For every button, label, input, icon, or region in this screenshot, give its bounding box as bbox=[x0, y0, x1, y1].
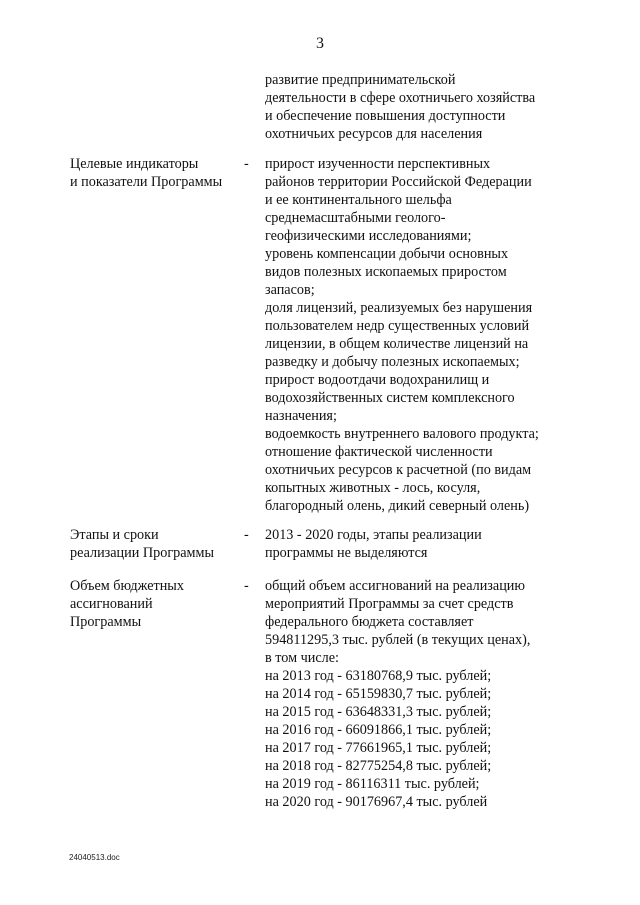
section-value-line: на 2019 год - 86116311 тыс. рублей; bbox=[265, 776, 480, 792]
intro-line: развитие предпринимательской bbox=[265, 72, 456, 88]
section-value-line: запасов; bbox=[265, 282, 315, 298]
page-number: 3 bbox=[316, 35, 324, 52]
section-value-line: на 2016 год - 66091866,1 тыс. рублей; bbox=[265, 722, 492, 738]
section-value-line: отношение фактической численности bbox=[265, 444, 493, 460]
section-value-line: федерального бюджета составляет bbox=[265, 614, 474, 630]
section-value-line: в том числе: bbox=[265, 650, 339, 666]
section-value-line: прирост водоотдачи водохранилищ и bbox=[265, 372, 490, 388]
section-value-line: мероприятий Программы за счет средств bbox=[265, 596, 514, 612]
section-label: и показатели Программы bbox=[70, 174, 223, 190]
section-value-line: на 2018 год - 82775254,8 тыс. рублей; bbox=[265, 758, 492, 774]
section-value-line: 594811295,3 тыс. рублей (в текущих ценах), bbox=[265, 632, 531, 648]
section-value-line: на 2017 год - 77661965,1 тыс. рублей; bbox=[265, 740, 492, 756]
section-value-line: пользователем недр существенных условий bbox=[265, 318, 530, 334]
section-label: реализации Программы bbox=[70, 545, 215, 561]
section-value-line: 2013 - 2020 годы, этапы реализации bbox=[265, 527, 482, 543]
section-value-line: копытных животных - лось, косуля, bbox=[265, 480, 481, 496]
section-value-line: и ее континентального шельфа bbox=[265, 192, 452, 208]
footer-filename: 24040513.doc bbox=[69, 853, 120, 862]
section-dash: - bbox=[244, 527, 249, 543]
section-value-line: уровень компенсации добычи основных bbox=[265, 246, 509, 262]
section-value-line: на 2015 год - 63648331,3 тыс. рублей; bbox=[265, 704, 492, 720]
section-value-line: охотничьих ресурсов к расчетной (по видам bbox=[265, 462, 532, 478]
section-value-line: видов полезных ископаемых приростом bbox=[265, 264, 507, 280]
section-value-line: разведку и добычу полезных ископаемых; bbox=[265, 354, 520, 370]
section-value-line: водохозяйственных систем комплексного bbox=[265, 390, 515, 406]
section-value-line: районов территории Российской Федерации bbox=[265, 174, 532, 190]
intro-line: и обеспечение повышения доступности bbox=[265, 108, 506, 124]
section-value-line: благородный олень, дикий северный олень) bbox=[265, 498, 530, 514]
section-dash: - bbox=[244, 578, 249, 594]
section-label: Целевые индикаторы bbox=[70, 156, 199, 172]
section-value-line: назначения; bbox=[265, 408, 337, 424]
section-value-line: программы не выделяются bbox=[265, 545, 428, 561]
section-label: ассигнований bbox=[70, 596, 153, 612]
intro-line: охотничьих ресурсов для населения bbox=[265, 126, 483, 142]
section-label: Этапы и сроки bbox=[70, 527, 159, 543]
section-value-line: водоемкость внутреннего валового продукта; bbox=[265, 426, 539, 442]
section-value-line: лицензии, в общем количестве лицензий на bbox=[265, 336, 529, 352]
section-value-line: на 2020 год - 90176967,4 тыс. рублей bbox=[265, 794, 488, 810]
section-label: Программы bbox=[70, 614, 142, 630]
section-value-line: геофизическими исследованиями; bbox=[265, 228, 472, 244]
section-dash: - bbox=[244, 156, 249, 172]
intro-line: деятельности в сфере охотничьего хозяйства bbox=[265, 90, 536, 106]
section-value-line: доля лицензий, реализуемых без нарушения bbox=[265, 300, 533, 316]
section-value-line: общий объем ассигнований на реализацию bbox=[265, 578, 525, 594]
section-value-line: на 2013 год - 63180768,9 тыс. рублей; bbox=[265, 668, 492, 684]
section-label: Объем бюджетных bbox=[70, 578, 184, 594]
section-value-line: на 2014 год - 65159830,7 тыс. рублей; bbox=[265, 686, 492, 702]
section-value-line: среднемасштабными геолого- bbox=[265, 210, 446, 226]
section-value-line: прирост изученности перспективных bbox=[265, 156, 491, 172]
